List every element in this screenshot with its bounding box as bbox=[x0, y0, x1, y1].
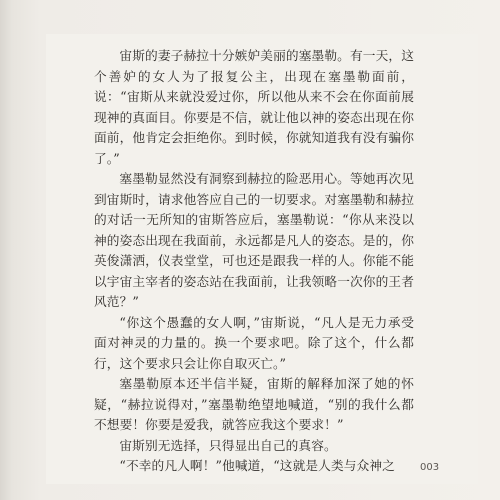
paragraph-4: 塞墨勒原本还半信半疑，宙斯的解释加深了她的怀疑，“赫拉说得对，”塞墨勒绝望地喊道，“别的我什么都不想要！你要是爱我，就答应我这个要求！” bbox=[94, 376, 414, 432]
paragraph-6: “不幸的凡人啊！”他喊道，“这就是人类与众神之 bbox=[119, 458, 395, 473]
paragraph-1: 宙斯的妻子赫拉十分嫉妒美丽的塞墨勒。有一天，这个善妒的女人为了报复公主，出现在塞墨勒面前，说：“宙斯从来就没爱过你，所以他从来不会在你面前展现神的真面目。你要是不信，就让他以神的姿态出现在你面前，他肯定会拒绝你。到时候，你就知道我有没有骗你了。” bbox=[94, 48, 414, 166]
paragraph-2: 塞墨勒显然没有洞察到赫拉的险恶用心。等她再次见到宙斯时，请求他答应自己的一切要求。对塞墨勒和赫拉的对话一无所知的宙斯答应后，塞墨勒说：“你从来没以神的姿态出现在我面前，永远都是凡人的姿态。是的，你英俊潇洒，仪表堂堂，可也还是跟我一样的人。你能不能以宇宙主宰者的姿态站在我面前，让我领略一次你的王者风范？” bbox=[94, 171, 414, 309]
page-number: 003 bbox=[420, 462, 440, 473]
page-body-text bbox=[94, 46, 414, 477]
paragraph-5: 宙斯别无选择，只得显出自己的真容。 bbox=[119, 437, 337, 453]
paragraph-3: “你这个愚蠢的女人啊，”宙斯说，“凡人是无力承受面对神灵的力量的。换一个要求吧。除了这个，什么都行，这个要求只会让你自取灭亡。” bbox=[94, 314, 414, 371]
